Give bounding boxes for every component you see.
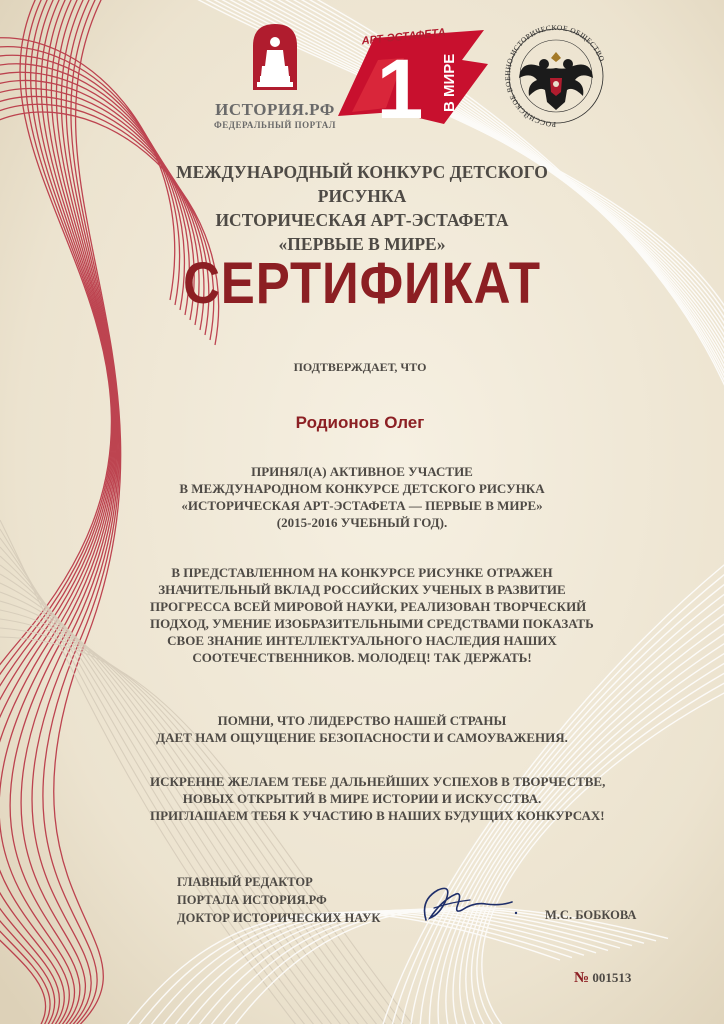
signatory-title [177, 873, 407, 927]
military-history-society-logo [495, 22, 617, 130]
contest-headline [140, 160, 584, 256]
number-value: 001513 [592, 970, 632, 985]
paragraph-line: ЗНАЧИТЕЛЬНЫЙ ВКЛАД РОССИЙСКИХ УЧЕНЫХ В РАЗВИТИЕ [158, 582, 566, 597]
headline-line-2: ИСТОРИЧЕСКАЯ АРТ-ЭСТАФЕТА [215, 210, 509, 230]
paragraph-line: ПРИНЯЛ(А) АКТИВНОЕ УЧАСТИЕ [251, 464, 473, 479]
paragraph-line: СООТЕЧЕСТВЕННИКОВ. МОЛОДЕЦ! ТАК ДЕРЖАТЬ! [192, 650, 532, 665]
society-ring-text: РОССИЙСКОЕ ВОЕННО-ИСТОРИЧЕСКОЕ ОБЩЕСТВО [502, 22, 607, 130]
paragraph-line: (2015-2016 УЧЕБНЫЙ ГОД). [276, 515, 448, 530]
paragraph-line: ПОДХОД, УМЕНИЕ ИЗОБРАЗИТЕЛЬНЫМИ СРЕДСТВАМИ ПОКАЗАТЬ [150, 616, 594, 631]
number-prefix: № [574, 970, 590, 986]
relay-top-text: АРТ-ЭСТАФЕТА [361, 26, 447, 48]
certificate-title: СЕРТИФИКАТ [183, 251, 541, 316]
signatory-line-1: ГЛАВНЫЙ РЕДАКТОР [177, 875, 313, 889]
relay-number: 1 [376, 42, 424, 132]
istoria-rf-name: ИСТОРИЯ.РФ [215, 100, 335, 119]
handwritten-signature [412, 880, 522, 930]
paragraph-line: В ПРЕДСТАВЛЕННОМ НА КОНКУРСЕ РИСУНКЕ ОТРАЖЕН [171, 565, 553, 580]
istoria-rf-subtitle: ФЕДЕРАЛЬНЫЙ ПОРТАЛ [214, 120, 336, 130]
participation-paragraph [150, 463, 574, 531]
recipient-name: Родионов Олег [295, 413, 425, 432]
headline-line-3: «ПЕРВЫЕ В МИРЕ» [278, 234, 446, 254]
paragraph-line: НОВЫХ ОТКРЫТИЙ В МИРЕ ИСТОРИИ И ИСКУССТВА. [182, 791, 542, 806]
wishes-paragraph [150, 773, 606, 824]
relay-side-text: В МИРЕ [441, 53, 458, 112]
istoria-rf-logo [205, 18, 345, 138]
signatory-name: М.С. БОБКОВА [545, 908, 637, 922]
signatory-line-3: ДОКТОР ИСТОРИЧЕСКИХ НАУК [177, 911, 381, 925]
paragraph-line: СВОЕ ЗНАНИЕ ИНТЕЛЛЕКТУАЛЬНОГО НАСЛЕДИЯ НАШИХ [167, 633, 557, 648]
paragraph-line: В МЕЖДУНАРОДНОМ КОНКУРСЕ ДЕТСКОГО РИСУНКА [179, 481, 545, 496]
paragraph-line: ПРИГЛАШАЕМ ТЕБЯ К УЧАСТИЮ В НАШИХ БУДУЩИХ КОНКУРСАХ! [150, 808, 605, 823]
leadership-paragraph [150, 712, 574, 746]
confirms-text: ПОДТВЕРЖДАЕТ, ЧТО [293, 360, 427, 374]
certificate-number [574, 970, 664, 987]
monument-icon [205, 18, 345, 98]
paragraph-line: ИСКРЕННЕ ЖЕЛАЕМ ТЕБЕ ДАЛЬНЕЙШИХ УСПЕХОВ В ТВОРЧЕСТВЕ, [150, 774, 606, 789]
paragraph-line: ПОМНИ, ЧТО ЛИДЕРСТВО НАШЕЙ СТРАНЫ [217, 713, 507, 728]
drawing-assessment-paragraph [150, 564, 594, 666]
headline-line-1: МЕЖДУНАРОДНЫЙ КОНКУРС ДЕТСКОГО РИСУНКА [176, 162, 548, 206]
paragraph-line: ДАЕТ НАМ ОЩУЩЕНИЕ БЕЗОПАСНОСТИ И САМОУВАЖЕНИЯ. [156, 730, 568, 745]
paragraph-line: ПРОГРЕССА ВСЕЙ МИРОВОЙ НАУКИ, РЕАЛИЗОВАН ТВОРЧЕСКИЙ [150, 599, 587, 614]
paragraph-line: «ИСТОРИЧЕСКАЯ АРТ-ЭСТАФЕТА — ПЕРВЫЕ В МИРЕ» [181, 498, 543, 513]
signatory-line-2: ПОРТАЛА ИСТОРИЯ.РФ [177, 893, 327, 907]
art-relay-logo [334, 20, 494, 132]
